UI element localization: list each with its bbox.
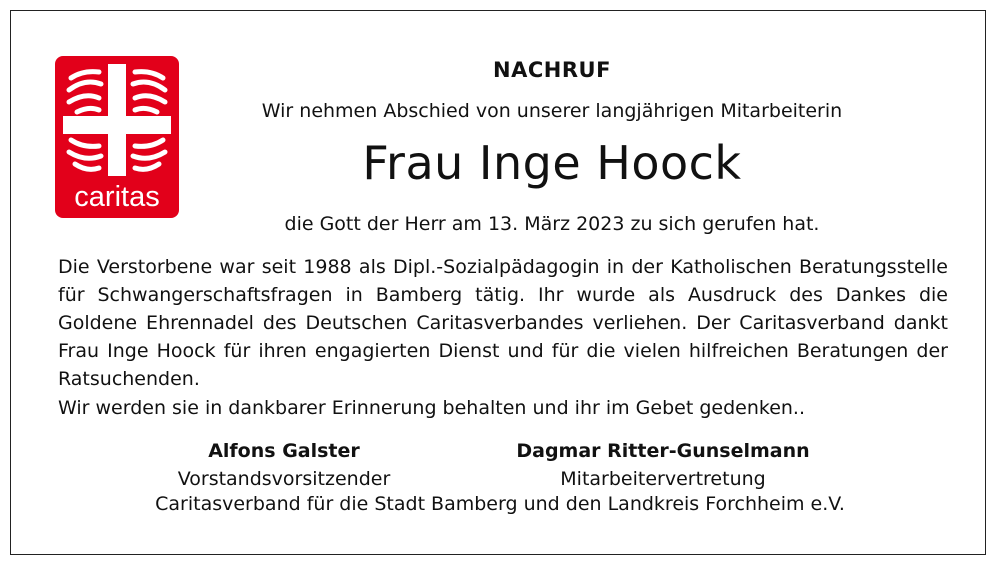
signature-block	[114, 437, 454, 493]
caritas-wordmark: caritas	[74, 181, 160, 213]
deceased-name: Frau Inge Hoock	[362, 136, 742, 190]
signatory-name: Dagmar Ritter-Gunselmann	[516, 440, 810, 462]
signatory-name: Alfons Galster	[208, 440, 360, 462]
caritas-logo	[55, 56, 179, 218]
notice-closing: Wir werden sie in dankbarer Erinnerung behalten und ihr im Gebet gedenken..	[58, 397, 806, 419]
notice-title: NACHRUF	[493, 58, 611, 82]
organization-name: Caritasverband für die Stadt Bamberg und den Landkreis Forchheim e.V.	[155, 493, 845, 515]
signature-block	[493, 437, 833, 493]
notice-intro: Wir nehmen Abschied von unserer langjährigen Mitarbeiterin	[261, 100, 843, 122]
passing-statement: die Gott der Herr am 13. März 2023 zu sich gerufen hat.	[284, 213, 820, 235]
notice-body: Die Verstorbene war seit 1988 als Dipl.-Sozialpädagogin in der Katholischen Beratungsstelle für Schwangerschaftsfragen in Bamberg tätig. Ihr wurde als Ausdruck des Dankes die Goldene Ehrennadel des Deutschen Caritasverbandes verliehen. Der Caritasverband dankt Frau Inge Hoock für ihren engagierten Dienst und für die vielen hilfreichen Beratungen der Ratsuchenden.	[58, 256, 948, 390]
signatory-role: Mitarbeitervertretung	[560, 468, 766, 490]
caritas-cross-icon	[55, 56, 179, 218]
signatory-role: Vorstandsvorsitzender	[177, 468, 391, 490]
